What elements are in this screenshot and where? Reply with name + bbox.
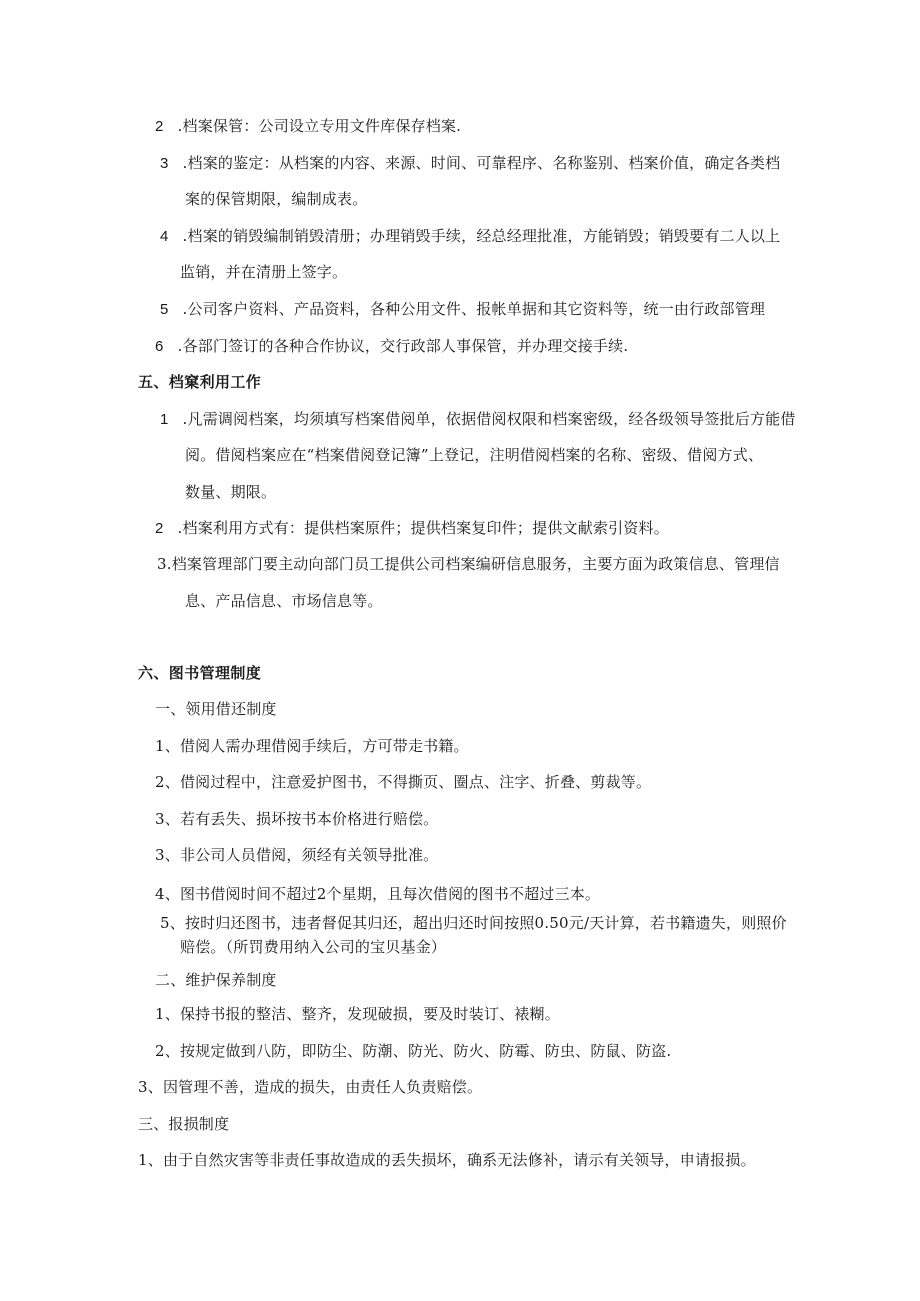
item-text: .档案利用方式有：提供档案原件；提供档案复印件；提供文献索引资料。 xyxy=(177,519,669,537)
section-5-title: 五、档窠利用工作 xyxy=(138,373,262,391)
subsection-1-item: 3、非公司人员借阅，须经有关领导批准。 xyxy=(155,846,439,864)
item-number: 6 xyxy=(155,338,164,355)
subsection-1-item: 1、借阅人需办理借阅手续后，方可带走书籍。 xyxy=(155,737,469,755)
item-number: 4 xyxy=(160,228,169,245)
subsection-2-item: 2、按规定做到八防，即防尘、防潮、防光、防火、防霉、防虫、防鼠、防盗. xyxy=(155,1042,672,1060)
item-number: 2 xyxy=(155,118,164,135)
item-number: 3 xyxy=(160,155,169,172)
subsection-1-item: 3、若有丢失、损坏按书本价格进行赔偿。 xyxy=(155,810,439,828)
subsection-2-item: 1、保持书报的整洁、整齐，发现破损，要及时装订、裱糊。 xyxy=(155,1005,560,1023)
section-5-item-3: 3.档案管理部门要主动向部门员工提供公司档案编研信息服务，主要方面为政策信息、管理信 xyxy=(157,555,780,573)
item-number: 2 xyxy=(155,520,164,537)
item-text: .档案的鉴定：从档案的内容、来源、时间、可靠程序、名称鉴别、档案价值，确定各类档 xyxy=(182,154,781,172)
archive-item-3-continuation: 案的保管期限，编制成表。 xyxy=(185,190,368,208)
archive-item-2 xyxy=(155,116,461,137)
subsection-3-item: 1、由于自然灾害等非责任事故造成的丢失损坏，确系无法修补，请示有关领导，申请报损。 xyxy=(138,1151,756,1169)
subsection-1-item-5-continuation: 赔偿。（所罚费用纳入公司的宝贝基金） xyxy=(180,938,447,956)
item-text: .公司客户资料、产品资料，各种公用文件、报帐单据和其它资料等，统一由行政部管理 xyxy=(182,300,766,318)
subsection-3-title: 三、报损制度 xyxy=(138,1115,230,1133)
archive-item-4 xyxy=(160,226,780,247)
item-text: .凡需调阅档案，均须填写档案借阅单，依据借阅权限和档案密级，经各级领导签批后方能借 xyxy=(182,410,796,428)
section-5-item-3-continuation: 息、产品信息、市场信息等。 xyxy=(185,592,383,610)
subsection-1-item: 2、借阅过程中，注意爱护图书，不得撕页、圈点、注字、折叠、剪裁等。 xyxy=(155,773,652,791)
subsection-1-item: 5、按时归还图书，违者督促其归还，超出归还时间按照0.50元/天计算，若书籍遗失，则照价 xyxy=(160,914,787,932)
item-number: 1 xyxy=(160,411,169,428)
item-number: 5 xyxy=(160,301,169,318)
archive-item-4-continuation: 监销，并在清册上签字。 xyxy=(180,263,348,281)
section-5-item-1-continuation-1: 阅。借阅档案应在“档案借阅登记簿”上登记，注明借阅档案的名称、密级、借阅方式、 xyxy=(185,446,764,464)
section-6-title: 六、图书管理制度 xyxy=(138,664,262,682)
subsection-2-item: 3、因管理不善，造成的损失，由责任人负责赔偿。 xyxy=(138,1078,483,1096)
subsection-2-title: 二、维护保养制度 xyxy=(155,971,277,989)
archive-item-3 xyxy=(160,153,780,174)
archive-item-6 xyxy=(155,336,628,357)
item-text: .各部门签订的各种合作协议，交行政部人事保管，并办理交接手续. xyxy=(177,337,629,355)
subsection-1-title: 一、领用借还制度 xyxy=(155,700,277,718)
section-5-item-2 xyxy=(155,518,669,539)
item-text: .档案的销毁编制销毁清册；办理销毁手续，经总经理批准，方能销毁；销毁要有二人以上 xyxy=(182,227,781,245)
section-5-item-1 xyxy=(160,409,796,430)
subsection-1-item: 4、图书借阅时间不超过2个星期，且每次借阅的图书不超过三本。 xyxy=(155,885,601,903)
item-text: .档案保管：公司设立专用文件库保存档案. xyxy=(177,117,462,135)
section-5-item-1-continuation-2: 数量、期限。 xyxy=(185,483,277,501)
archive-item-5 xyxy=(160,299,765,320)
